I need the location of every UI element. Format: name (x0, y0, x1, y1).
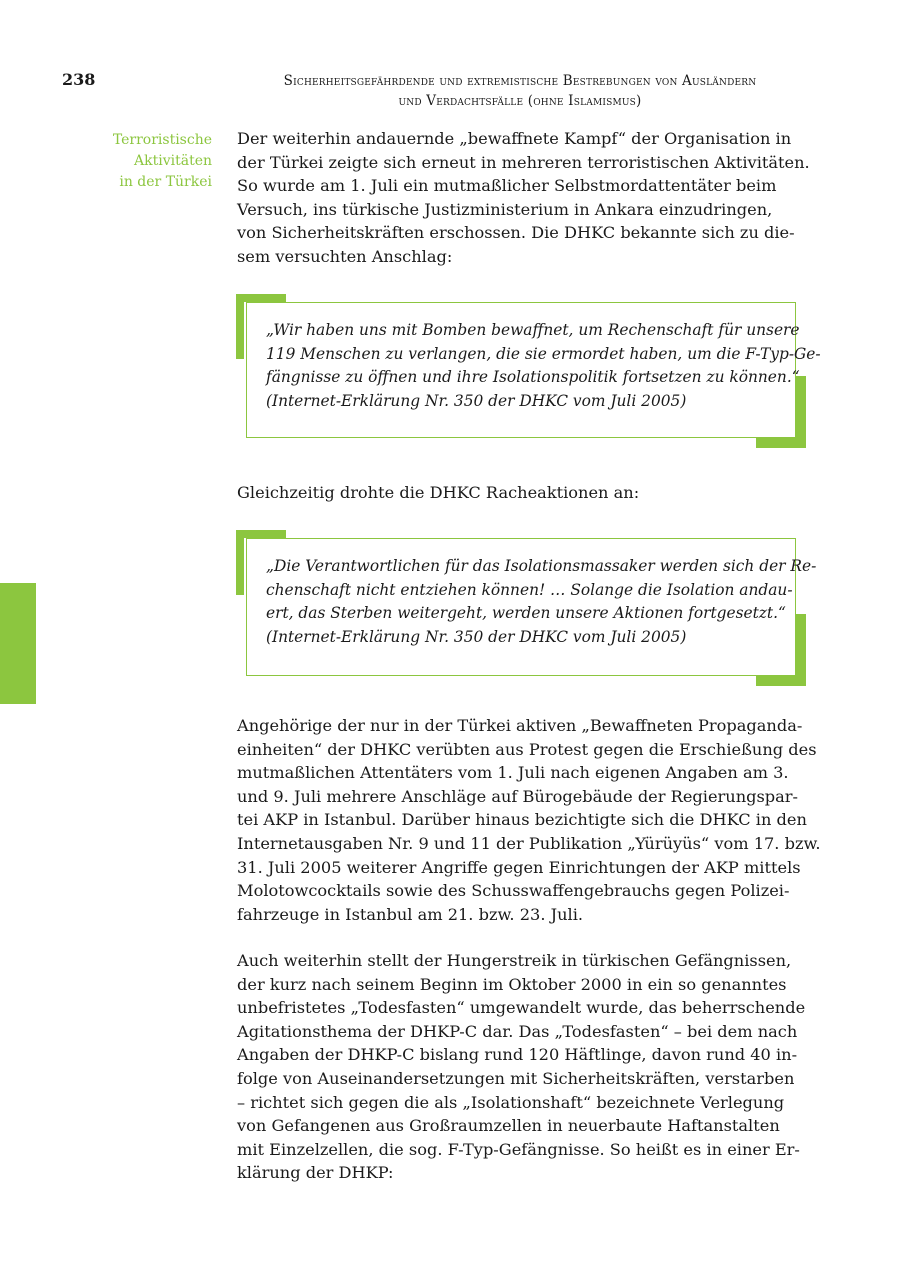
text-line: klärung der DHKP: (237, 1163, 394, 1183)
paragraph-3 (237, 714, 821, 926)
text-line: Internetausgaben Nr. 9 und 11 der Publikation „Yürüyüs“ vom 17. bzw. (237, 833, 821, 853)
text-line: Gleichzeitig drohte die DHKC Racheaktionen an: (237, 483, 640, 502)
text-line: Der weiterhin andauernde „bewaffnete Kampf“ der Organisation in (237, 129, 792, 148)
quote-text (266, 319, 821, 413)
running-head (240, 71, 800, 111)
quote-frame (246, 302, 821, 438)
text-line: Angaben der DHKP-C bislang rund 120 Häftlinge, davon rund 40 in- (237, 1045, 798, 1065)
text-line: unbefristetes „Todesfasten“ umgewandelt wurde, das beherrschende (237, 998, 806, 1018)
quote-line: fängnisse zu öffnen und ihre Isolationspolitik fortsetzen zu können.“ (266, 368, 800, 387)
text-line: einheiten“ der DHKC verübten aus Protest gegen die Erschießung des (237, 739, 817, 759)
quote-text (266, 555, 817, 649)
text-line: fahrzeuge in Istanbul am 21. bzw. 23. Juli. (237, 904, 584, 924)
running-head-line: und Verdachtsfälle (ohne Islamismus) (398, 93, 642, 109)
text-line: von Sicherheitskräften erschossen. Die DHKC bekannte sich zu die- (237, 223, 795, 243)
margin-note-line: Aktivitäten (134, 153, 212, 169)
text-line: sem versuchten Anschlag: (237, 246, 453, 266)
text-line: mit Einzelzellen, die sog. F-Typ-Gefängnisse. So heißt es in einer Er- (237, 1139, 800, 1159)
quote-citation: (Internet-Erklärung Nr. 350 der DHKC vom Juli 2005) (266, 627, 687, 646)
text-line: folge von Auseinandersetzungen mit Sicherheitskräften, verstarben (237, 1068, 795, 1088)
quote-box-2 (236, 530, 817, 686)
margin-note (70, 130, 212, 193)
quote-line: „Die Verantwortlichen für das Isolationsmassaker werden sich der Re- (266, 557, 817, 575)
text-line: der kurz nach seinem Beginn im Oktober 2000 in ein so genanntes (237, 974, 787, 994)
text-line: und 9. Juli mehrere Anschläge auf Bürogebäude der Regierungspar- (237, 786, 799, 806)
quote-frame (246, 538, 817, 676)
chapter-side-tab (0, 583, 36, 704)
text-line: 31. Juli 2005 weiterer Angriffe gegen Einrichtungen der AKP mittels (237, 857, 801, 877)
paragraph-1 (237, 127, 810, 269)
running-head-line: Sicherheitsgefährdende und extremistische Bestrebungen von Ausländern (283, 73, 757, 89)
text-line: – richtet sich gegen die als „Isolationshaft“ bezeichnete Verlegung (237, 1092, 785, 1112)
text-line: Angehörige der nur in der Türkei aktiven „Bewaffneten Propaganda- (237, 716, 803, 735)
paragraph-4 (237, 949, 805, 1185)
text-line: mutmaßlichen Attentäters vom 1. Juli nach eigenen Angaben am 3. (237, 763, 789, 783)
text-line: tei AKP in Istanbul. Darüber hinaus bezichtigte sich die DHKC in den (237, 810, 807, 830)
text-line: von Gefangenen aus Großraumzellen in neuerbaute Haftanstalten (237, 1116, 780, 1136)
text-line: Agitationsthema der DHKP-C dar. Das „Todesfasten“ – bei dem nach (237, 1021, 798, 1041)
paragraph-2 (237, 481, 805, 505)
page-number: 238 (62, 70, 96, 89)
text-line: der Türkei zeigte sich erneut in mehreren terroristischen Aktivitäten. (237, 152, 810, 172)
quote-line: „Wir haben uns mit Bomben bewaffnet, um Rechenschaft für unsere (266, 321, 800, 339)
text-line: Auch weiterhin stellt der Hungerstreik in türkischen Gefängnissen, (237, 951, 792, 970)
text-line: So wurde am 1. Juli ein mutmaßlicher Selbstmordattentäter beim (237, 176, 777, 196)
quote-line: 119 Menschen zu verlangen, die sie ermordet haben, um die F-Typ-Ge- (266, 344, 821, 363)
quote-line: chenschaft nicht entziehen können! … Solange die Isolation andau- (266, 580, 793, 599)
quote-line: ert, das Sterben weitergeht, werden unsere Aktionen fortgesetzt.“ (266, 604, 786, 623)
text-line: Versuch, ins türkische Justizministerium in Ankara einzudringen, (237, 199, 773, 219)
quote-box-1 (236, 294, 821, 448)
quote-citation: (Internet-Erklärung Nr. 350 der DHKC vom Juli 2005) (266, 391, 687, 410)
margin-note-line: in der Türkei (119, 174, 212, 190)
margin-note-line: Terroristische (112, 132, 212, 148)
text-line: Molotowcocktails sowie des Schusswaffengebrauchs gegen Polizei- (237, 881, 790, 901)
